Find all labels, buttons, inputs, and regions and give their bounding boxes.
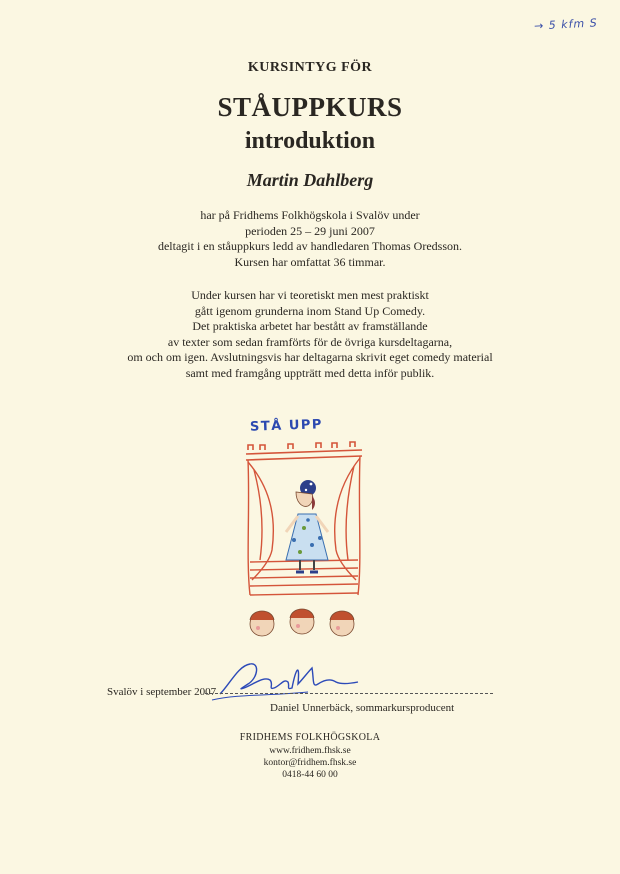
audience-heads — [250, 609, 354, 636]
paragraph-line: perioden 25 – 29 juni 2007 — [245, 223, 375, 238]
handwritten-note: → 5 kfm S — [534, 16, 599, 33]
school-email: kontor@fridhem.fhsk.se — [263, 758, 357, 768]
stage-floor — [250, 560, 358, 595]
course-title: STÅUPPKURS — [217, 92, 403, 122]
place-and-date: Svalöv i september 2007 — [107, 686, 217, 698]
performer-figure — [286, 480, 328, 572]
paragraph-line: Det praktiska arbetet har bestått av framställande — [192, 319, 428, 333]
school-name: FRIDHEMS FOLKHÖGSKOLA — [239, 732, 381, 743]
recipient-name: Martin Dahlberg — [246, 170, 374, 190]
illustration-caption: STÅ UPP — [249, 417, 324, 435]
course-content-paragraph — [0, 288, 620, 381]
paragraph-line: har på Fridhems Folkhögskola i Svalöv under — [200, 208, 420, 222]
stage-drawing — [232, 410, 372, 650]
school-website: www.fridhem.fhsk.se — [269, 746, 351, 756]
paragraph-line: av texter som sedan framförts för de övriga kursdeltagarna, — [167, 334, 453, 349]
certificate-kicker: KURSINTYG FÖR — [247, 60, 373, 75]
left-curtain — [248, 460, 273, 595]
course-details-paragraph — [0, 208, 620, 270]
signature-row — [107, 686, 497, 700]
paragraph-line: gått igenom grunderna inom Stand Up Comedy. — [194, 303, 426, 318]
paragraph-line: samt med framgång uppträtt med detta inför publik. — [185, 365, 435, 380]
curtain-valance — [246, 442, 362, 460]
paragraph-line: Under kursen har vi teoretiskt men mest praktiskt — [191, 288, 429, 302]
right-curtain — [335, 456, 360, 595]
stand-up-illustration — [232, 410, 372, 650]
signer-name: Daniel Unnerbäck, sommarkursproducent — [270, 702, 455, 714]
paragraph-line: om och om igen. Avslutningsvis har deltagarna skrivit eget comedy material — [127, 350, 493, 364]
paragraph-line: deltagit i en ståuppkurs ledd av handledaren Thomas Oredsson. — [157, 239, 463, 253]
course-level: introduktion — [244, 128, 376, 154]
paragraph-line: Kursen har omfattat 36 timmar. — [234, 254, 386, 269]
signature-line — [205, 693, 493, 694]
school-phone: 0418-44 60 00 — [282, 770, 338, 780]
